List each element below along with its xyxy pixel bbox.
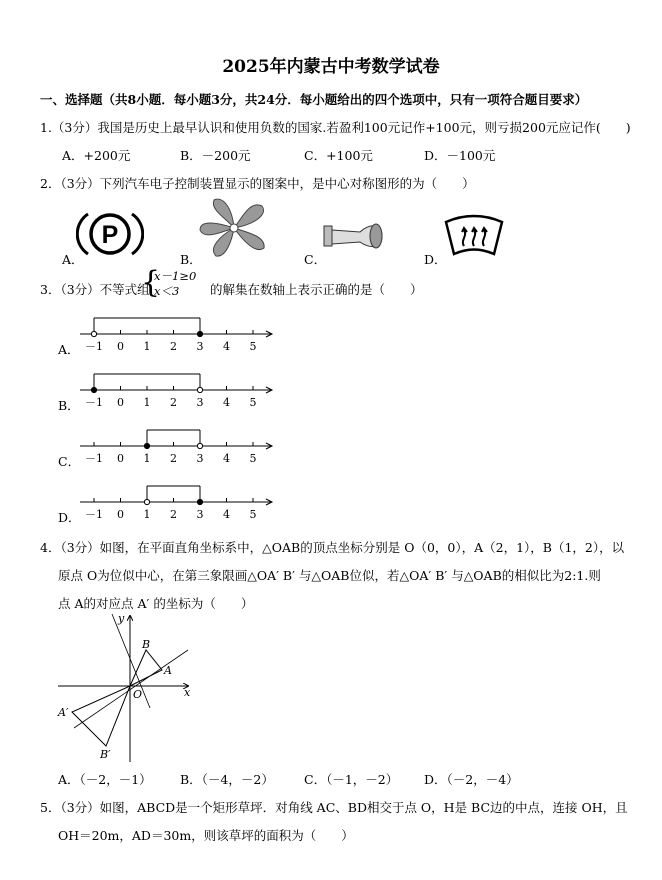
- inequality-2: x＜3: [154, 284, 180, 298]
- page-title: 2025年内蒙古中考数学试卷: [222, 57, 440, 77]
- tick-label: 3: [196, 452, 204, 465]
- open-endpoint: [197, 387, 202, 392]
- tick-label: 2: [170, 508, 177, 521]
- triangle-oab-image: [72, 686, 130, 746]
- label-a-prime: A′: [58, 706, 69, 719]
- tick-label: 3: [196, 396, 204, 409]
- closed-endpoint: [197, 331, 202, 336]
- q2-option-d[interactable]: D．: [424, 252, 447, 267]
- tick-label: －1: [85, 340, 103, 353]
- tick-label: 2: [170, 452, 177, 465]
- tick-label: －1: [85, 508, 103, 521]
- section-heading: 一、选择题（共8小题．每小题3分，共24分．每小题给出的四个选项中，只有一项符合题目要求）: [40, 92, 588, 107]
- question-2-stem: 2．（3分）下列汽车电子控制装置显示的图案中，是中心对称图形的为（ ）: [40, 176, 475, 191]
- diagonal-line-1: [112, 614, 150, 708]
- inequality-1: x－1≥0: [154, 269, 197, 283]
- tick-label: 2: [170, 340, 177, 353]
- tick-label: 0: [117, 340, 124, 353]
- label-a: A: [164, 664, 172, 677]
- tick-label: 5: [249, 508, 257, 521]
- triangle-oab: [130, 650, 162, 686]
- tick-label: 2: [170, 396, 177, 409]
- q2-option-a[interactable]: A．: [62, 252, 84, 267]
- label-x: x: [184, 686, 191, 699]
- q2-option-b[interactable]: B．: [180, 252, 202, 267]
- tick-label: 5: [249, 452, 257, 465]
- horn-icon: [320, 218, 388, 258]
- tick-label: 3: [196, 508, 204, 521]
- open-endpoint: [91, 331, 96, 336]
- open-endpoint: [144, 499, 149, 504]
- label-o: O: [133, 688, 143, 701]
- number-line-b: [80, 366, 280, 412]
- question-3-stem-suffix: 的解集在数轴上表示正确的是（ ）: [210, 282, 423, 297]
- label-b: B: [142, 638, 151, 651]
- q2-option-c[interactable]: C．: [304, 252, 327, 267]
- q1-option-c[interactable]: C．+100元: [304, 148, 373, 163]
- tick-label: 1: [143, 508, 151, 521]
- tick-label: 1: [143, 340, 151, 353]
- closed-endpoint: [91, 387, 96, 392]
- tick-label: 5: [249, 340, 257, 353]
- tick-label: 3: [196, 340, 204, 353]
- parking-brake-icon: [76, 206, 144, 262]
- question-3-stem-prefix: 3．（3分）不等式组: [40, 282, 150, 297]
- question-4-line-3: 点 A的对应点 A′ 的坐标为（ ）: [58, 596, 254, 611]
- open-endpoint: [197, 443, 202, 448]
- tick-label: 4: [223, 508, 230, 521]
- fan-icon: [196, 196, 274, 262]
- tick-label: 4: [223, 340, 230, 353]
- q3-option-a[interactable]: A．: [58, 342, 80, 357]
- question-1-stem: 1.（3分）我国是历史上最早认识和使用负数的国家.若盈利100元记作+100元，则亏损200元应记作( ): [40, 120, 631, 135]
- q1-option-a[interactable]: A．+200元: [62, 148, 131, 163]
- q1-option-b[interactable]: B．－200元: [180, 148, 251, 163]
- number-line-d: [80, 478, 280, 524]
- question-4-line-2: 原点 O为位似中心，在第三象限画△OA′ B′ 与△OAB位似，若△OA′ B′ 与△OAB的相似比为2:1.则: [58, 568, 601, 583]
- q3-option-d[interactable]: D．: [58, 510, 81, 525]
- q4-option-b[interactable]: B．（－4，－2）: [180, 772, 274, 787]
- tick-label: 1: [143, 452, 151, 465]
- closed-endpoint: [144, 443, 149, 448]
- system-brace: {: [141, 265, 161, 300]
- defrost-icon: [442, 212, 506, 260]
- q4-option-c[interactable]: C．（－1，－2）: [304, 772, 399, 787]
- tick-label: 4: [223, 396, 230, 409]
- number-line-a: [80, 310, 280, 356]
- question-4-line-1: 4．（3分）如图，在平面直角坐标系中，△OAB的顶点坐标分别是 O（0，0），A（2，1），B（1，2），以: [40, 540, 625, 555]
- tick-label: －1: [85, 452, 103, 465]
- tick-label: 0: [117, 396, 124, 409]
- tick-label: 1: [143, 396, 151, 409]
- coordinate-figure: [50, 610, 210, 766]
- q1-option-d[interactable]: D．－100元: [424, 148, 496, 163]
- tick-label: 0: [117, 508, 124, 521]
- question-5-line-2: OH＝20m，AD＝30m，则该草坪的面积为（ ）: [58, 828, 354, 843]
- tick-label: 4: [223, 452, 230, 465]
- q3-option-b[interactable]: B．: [58, 398, 80, 413]
- question-5-line-1: 5．（3分）如图，ABCD是一个矩形草坪．对角线 AC、BD相交于点 O，H是 BC边的中点，连接 OH，且: [40, 800, 628, 815]
- number-line-c: [80, 422, 280, 468]
- q4-option-d[interactable]: D．（－2，－4）: [424, 772, 519, 787]
- q4-option-a[interactable]: A．（－2，－1）: [58, 772, 152, 787]
- label-y: y: [118, 612, 125, 625]
- closed-endpoint: [197, 499, 202, 504]
- tick-label: 5: [249, 396, 257, 409]
- tick-label: －1: [85, 396, 103, 409]
- q3-option-c[interactable]: C．: [58, 454, 81, 469]
- label-b-prime: B′: [100, 748, 111, 761]
- tick-label: 0: [117, 452, 124, 465]
- svg-text:P: P: [101, 221, 119, 249]
